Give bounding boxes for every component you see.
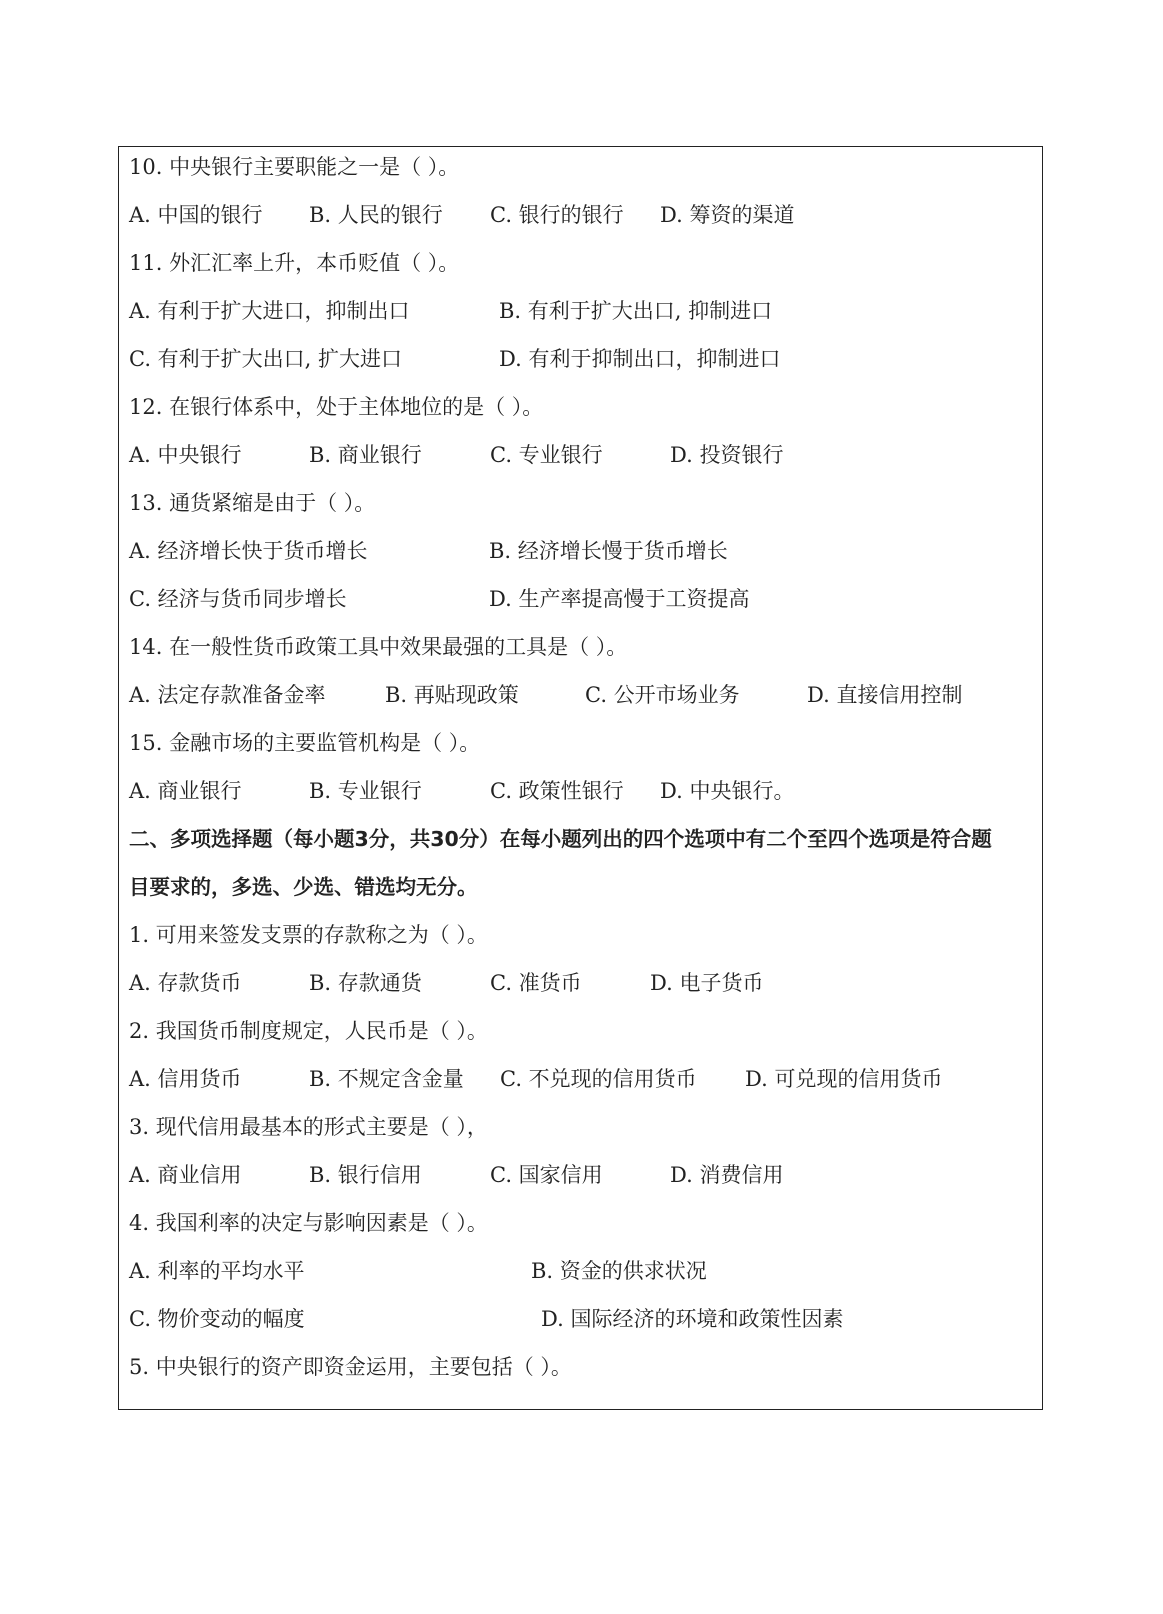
option: D. 直接信用控制 xyxy=(807,683,963,707)
option: D. 消费信用 xyxy=(670,1163,784,1187)
section-heading: 目要求的，多选、少选、错选均无分。 xyxy=(129,875,478,899)
question-text: 3. 现代信用最基本的形式主要是（ ）， xyxy=(129,1115,488,1139)
question-text: 14. 在一般性货币政策工具中效果最强的工具是（ ）。 xyxy=(129,635,628,659)
option: A. 中央银行 xyxy=(129,443,242,467)
option: B. 经济增长慢于货币增长 xyxy=(489,539,728,563)
option: A. 商业银行 xyxy=(129,779,242,803)
option: D. 投资银行 xyxy=(670,443,784,467)
option: A. 经济增长快于货币增长 xyxy=(129,539,368,563)
option: D. 中央银行。 xyxy=(660,779,795,803)
option: C. 经济与货币同步增长 xyxy=(129,587,347,611)
option: D. 有利于抑制出口，抑制进口 xyxy=(499,347,781,371)
question-frame xyxy=(118,146,1043,1410)
section-heading: 二、多项选择题（每小题3分，共30分）在每小题列出的四个选项中有二个至四个选项是符合题 xyxy=(129,827,992,851)
option: C. 有利于扩大出口, 扩大进口 xyxy=(129,347,403,371)
question-text: 2. 我国货币制度规定，人民币是（ ）。 xyxy=(129,1019,488,1043)
option: D. 国际经济的环境和政策性因素 xyxy=(541,1307,844,1331)
question-text: 10. 中央银行主要职能之一是（ ）。 xyxy=(129,155,460,179)
question-text: 1. 可用来签发支票的存款称之为（ ）。 xyxy=(129,923,488,947)
question-text: 12. 在银行体系中，处于主体地位的是（ ）。 xyxy=(129,395,544,419)
option: C. 专业银行 xyxy=(490,443,603,467)
option: B. 有利于扩大出口, 抑制进口 xyxy=(499,299,773,323)
option: A. 信用货币 xyxy=(129,1067,242,1091)
option: B. 资金的供求状况 xyxy=(531,1259,707,1283)
option: C. 国家信用 xyxy=(490,1163,603,1187)
option: A. 中国的银行 xyxy=(129,203,263,227)
option: C. 银行的银行 xyxy=(490,203,624,227)
question-text: 4. 我国利率的决定与影响因素是（ ）。 xyxy=(129,1211,488,1235)
option: B. 银行信用 xyxy=(309,1163,422,1187)
option: A. 法定存款准备金率 xyxy=(129,683,326,707)
option: B. 专业银行 xyxy=(309,779,422,803)
option: D. 筹资的渠道 xyxy=(660,203,795,227)
option: B. 人民的银行 xyxy=(309,203,443,227)
option: B. 存款通货 xyxy=(309,971,422,995)
option: C. 公开市场业务 xyxy=(585,683,740,707)
question-text: 11. 外汇汇率上升，本币贬值（ ）。 xyxy=(129,251,460,275)
option: A. 存款货币 xyxy=(129,971,242,995)
question-text: 13. 通货紧缩是由于（ ）。 xyxy=(129,491,376,515)
option: A. 有利于扩大进口，抑制出口 xyxy=(129,299,410,323)
option: B. 商业银行 xyxy=(309,443,422,467)
option: C. 物价变动的幅度 xyxy=(129,1307,305,1331)
option: C. 不兑现的信用货币 xyxy=(500,1067,697,1091)
option: A. 商业信用 xyxy=(129,1163,242,1187)
option: B. 再贴现政策 xyxy=(385,683,519,707)
option: D. 电子货币 xyxy=(650,971,764,995)
option: C. 政策性银行 xyxy=(490,779,624,803)
option: A. 利率的平均水平 xyxy=(129,1259,305,1283)
question-text: 15. 金融市场的主要监管机构是（ ）。 xyxy=(129,731,481,755)
option: B. 不规定含金量 xyxy=(309,1067,464,1091)
option: D. 可兑现的信用货币 xyxy=(745,1067,943,1091)
question-text: 5. 中央银行的资产即资金运用，主要包括（ ）。 xyxy=(129,1355,572,1379)
option: D. 生产率提高慢于工资提高 xyxy=(489,587,750,611)
option: C. 准货币 xyxy=(490,971,582,995)
